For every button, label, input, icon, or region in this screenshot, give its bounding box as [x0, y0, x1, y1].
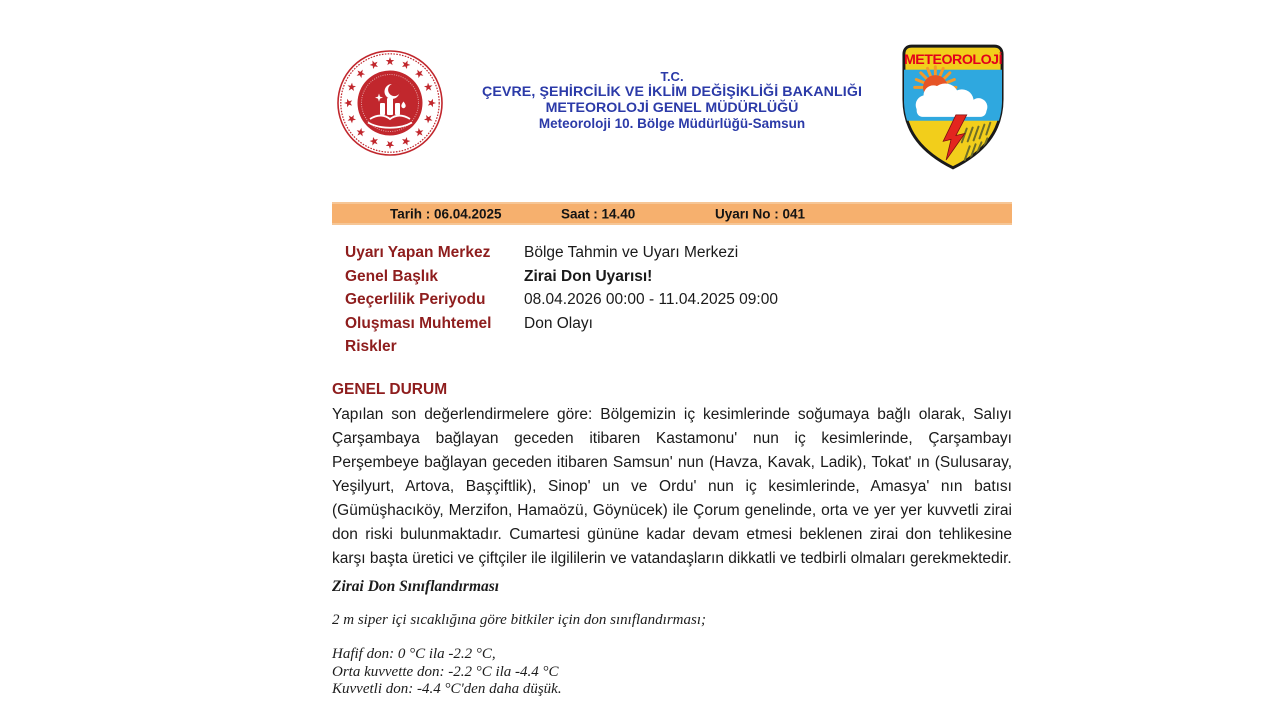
validity-period-value: 08.04.2026 00:00 - 11.04.2025 09:00: [524, 291, 778, 308]
document-page: [332, 0, 1012, 720]
header-regional-office: Meteoroloji 10. Bölge Müdürlüğü-Samsun: [538, 116, 806, 131]
general-status-heading: GENEL DURUM: [332, 381, 448, 398]
info-row-general-title: [332, 265, 1012, 289]
possible-risks-value: Don Olayı: [524, 314, 593, 332]
info-row-issuing-center: [332, 241, 1012, 265]
info-row-validity-period: [332, 288, 1012, 312]
info-row-possible-risks: [332, 312, 1012, 359]
issuing-center-value: Bölge Tahmin ve Uyarı Merkezi: [524, 244, 739, 261]
general-title-value: Zirai Don Uyarısı!: [524, 267, 653, 285]
header-tc: T.C.: [660, 69, 684, 84]
classification-heading: Zirai Don Sınıflandırması: [332, 578, 500, 595]
warning-info-table: [332, 241, 1012, 359]
warning-meta-bar: [332, 202, 1012, 225]
issuing-center-label: Uyarı Yapan Merkez: [345, 244, 491, 261]
classification-intro: 2 m siper içi sıcaklığına göre bitkiler için don sınıflandırması;: [332, 612, 706, 628]
time-label: Saat : 14.40: [561, 206, 636, 221]
classification-line-moderate-frost: Orta kuvvette don: -2.2 °C ila -4.4 °C: [332, 663, 559, 680]
classification-line-strong-frost: Kuvvetli don: -4.4 °C'den daha düşük.: [332, 681, 562, 697]
general-status-paragraph: Yapılan son değerlendirmelere göre: Bölgemizin iç kesimlerinde soğumaya bağlı olarak, Salıyı Çarşambaya bağlayan geceden itibaren Kastamonu' nun iç kesimlerinde, Çarşambayı Perşembeye bağlayan geceden itibaren Samsun' nun (Havza, Kavak, Ladik), Tokat' ın (Sulusaray, Yeşilyurt, Artova, Başçiftlik), Sinop' un ve Ordu' nun iç kesimlerinde, Amasya' nın batısı (Gümüşhacıköy, Merzifon, Hamaözü, Göynücek) ile Çorum genelinde, orta ve yer yer kuvvetli zirai don riski bulunmaktadır. Cumartesi gününe kadar devam etmesi beklenen zirai don tehlikesine karşı başta üretici ve çiftçiler ile ilgililerin ve vatandaşların dikkatli ve tedbirli olmaları gerekmektedir.: [332, 406, 1012, 567]
letterhead: [332, 69, 1012, 132]
meteorology-logo-text: METEOROLOJİ: [903, 51, 1003, 68]
classification-lines: [332, 646, 562, 699]
possible-risks-label: Oluşması Muhtemel Riskler: [345, 314, 492, 355]
warning-number-label: Uyarı No : 041: [715, 206, 806, 221]
date-label: Tarih : 06.04.2025: [390, 206, 502, 221]
classification-line-light-frost: Hafif don: 0 °C ila -2.2 °C,: [332, 646, 496, 662]
general-title-label: Genel Başlık: [345, 267, 439, 285]
header-directorate: METEOROLOJİ GENEL MÜDÜRLÜĞÜ: [545, 100, 799, 116]
validity-period-label: Geçerlilik Periyodu: [345, 291, 486, 308]
header-ministry: ÇEVRE, ŞEHİRCİLİK VE İKLİM DEĞİŞİKLİĞİ BAKANLIĞI: [481, 84, 862, 100]
